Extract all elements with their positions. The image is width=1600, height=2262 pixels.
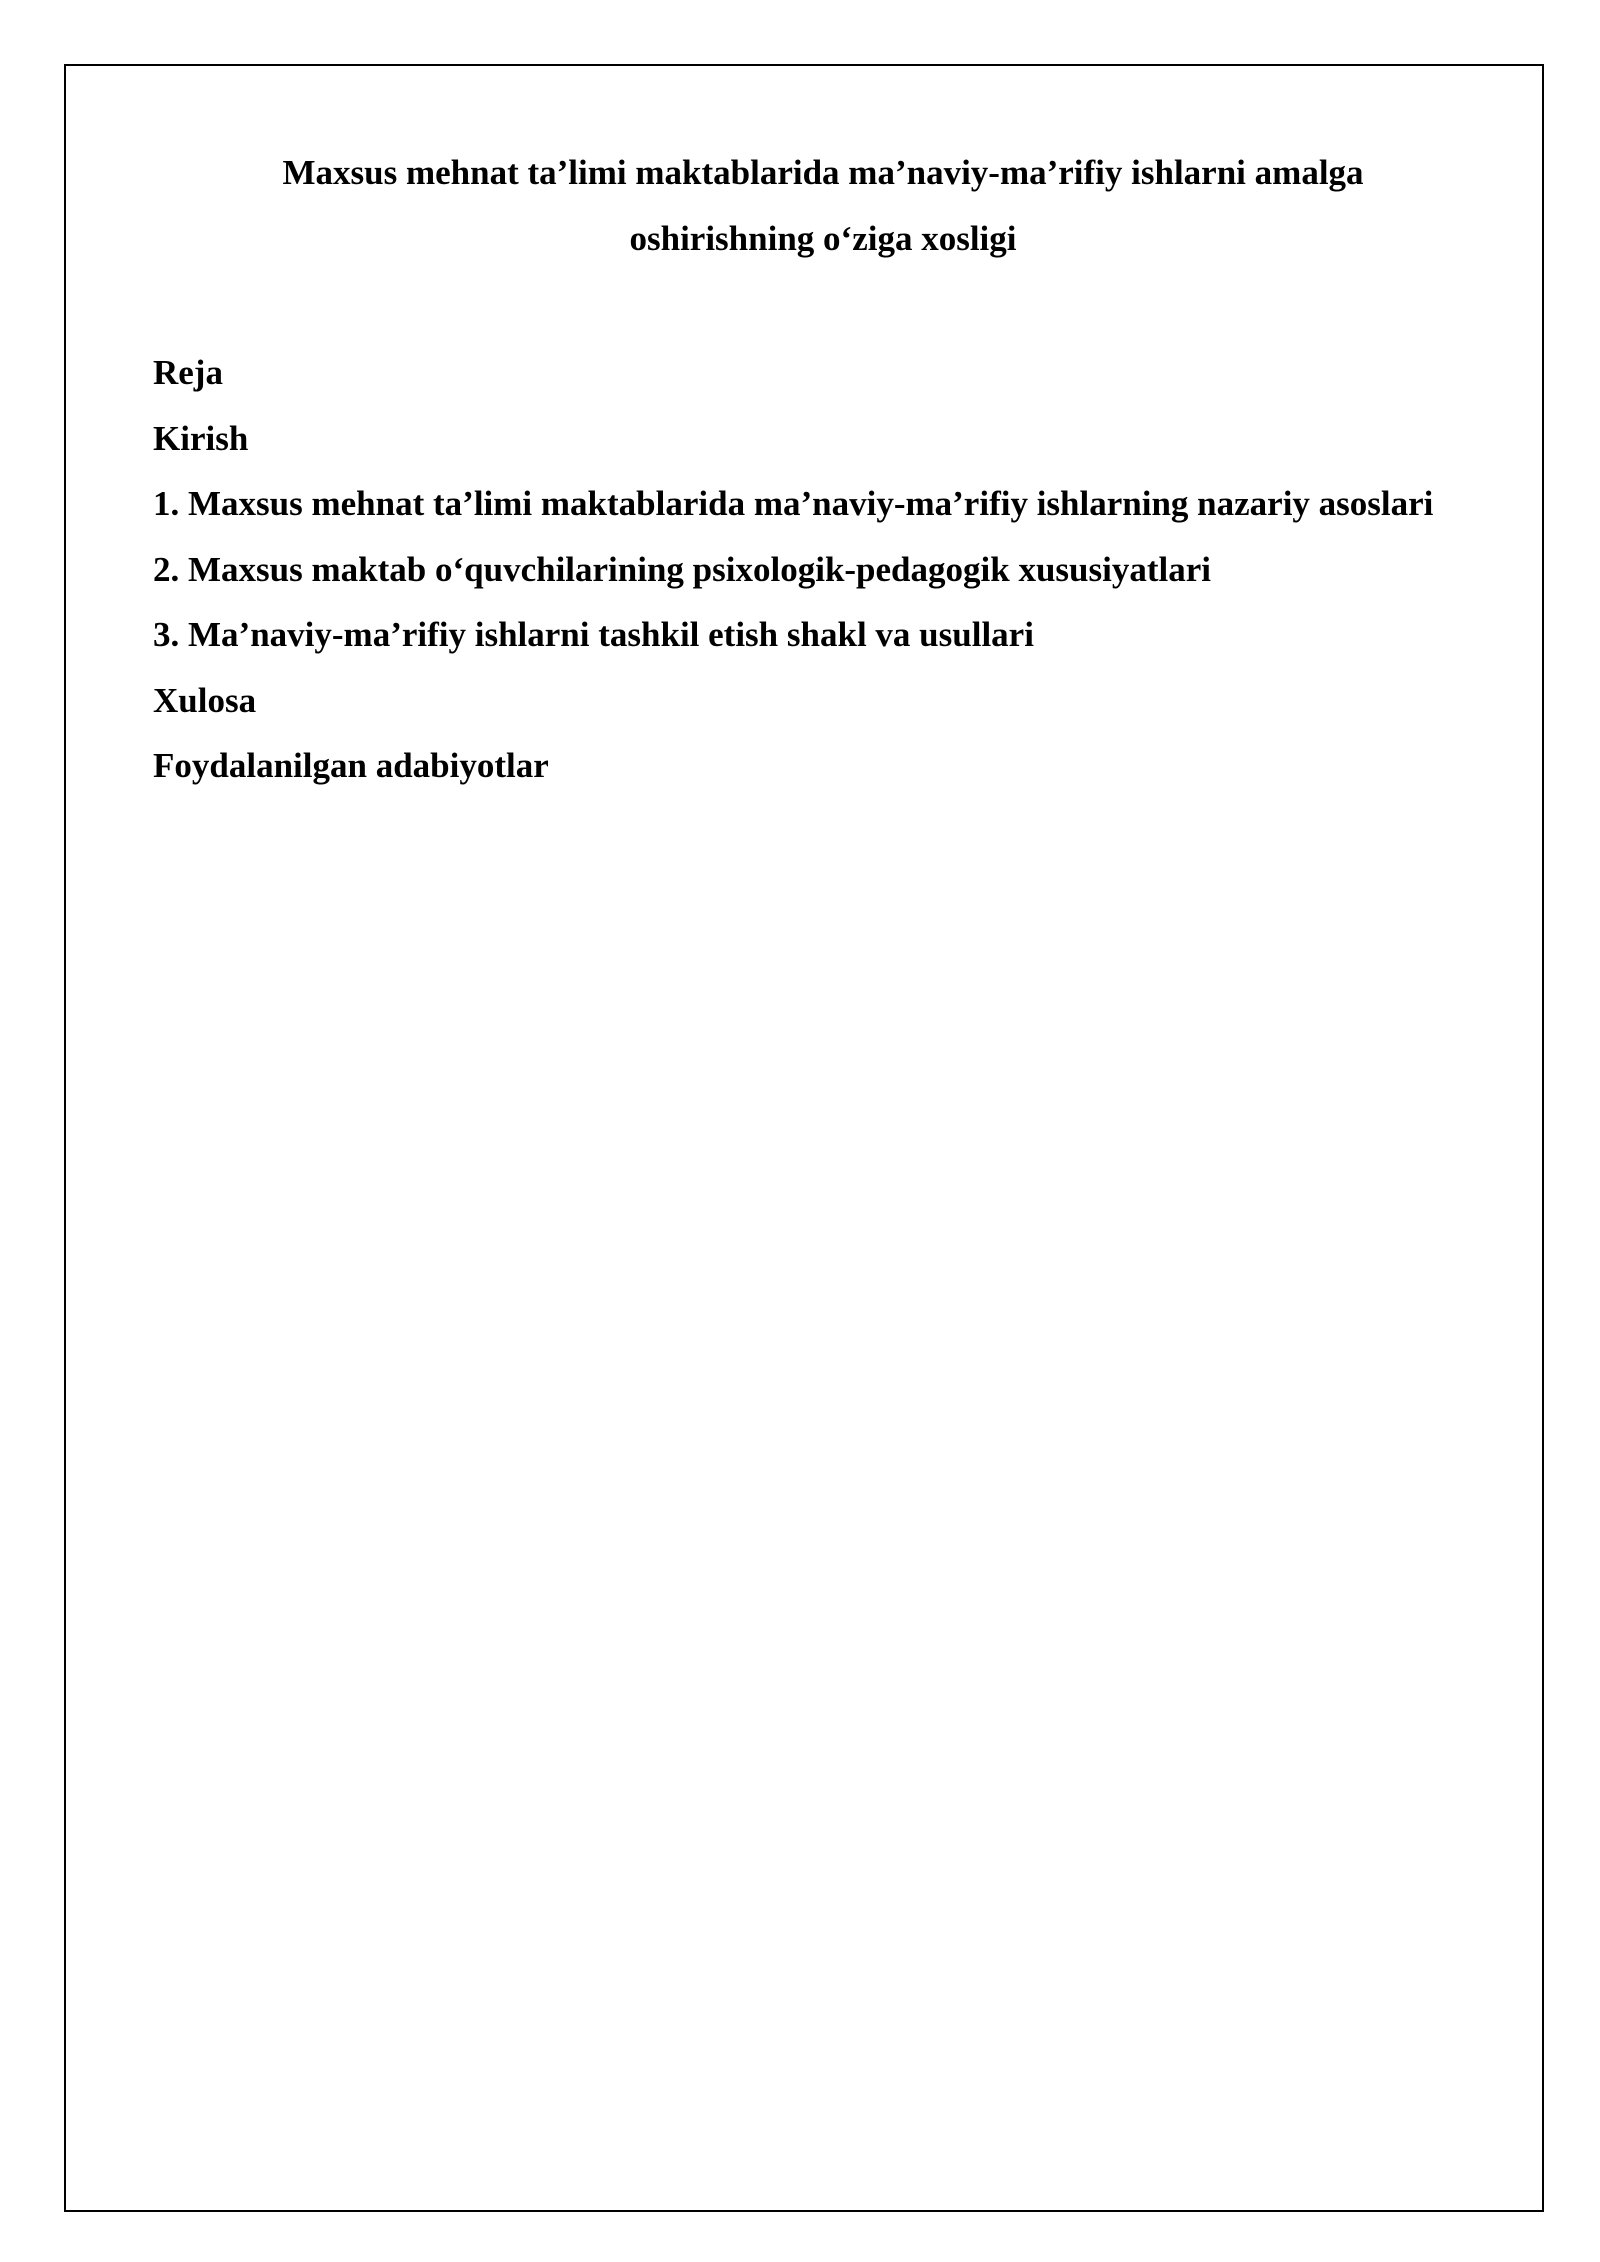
plan-heading: Reja xyxy=(153,353,223,392)
toc-item-conclusion: Xulosa xyxy=(153,680,257,720)
document-title xyxy=(153,140,1493,272)
document-title-line-1: Maxsus mehnat ta’limi maktablarida ma’naviy-ma’rifiy ishlarni amalga xyxy=(282,153,1364,192)
toc-item-3: 3. Ma’naviy-ma’rifiy ishlarni tashkil etish shakl va usullari xyxy=(153,615,1034,654)
document-title-line-2: oshirishning o‘ziga xosligi xyxy=(629,219,1017,258)
toc-item-references: Foydalanilgan adabiyotlar xyxy=(153,746,549,785)
table-of-contents xyxy=(153,340,1493,799)
toc-item-introduction: Kirish xyxy=(153,418,249,458)
toc-item-1: 1. Maxsus mehnat ta’limi maktablarida ma’naviy-ma’rifiy ishlarning nazariy asoslari xyxy=(153,484,1434,523)
toc-item-2: 2. Maxsus maktab o‘quvchilarining psixologik-pedagogik xususiyatlari xyxy=(153,549,1211,589)
